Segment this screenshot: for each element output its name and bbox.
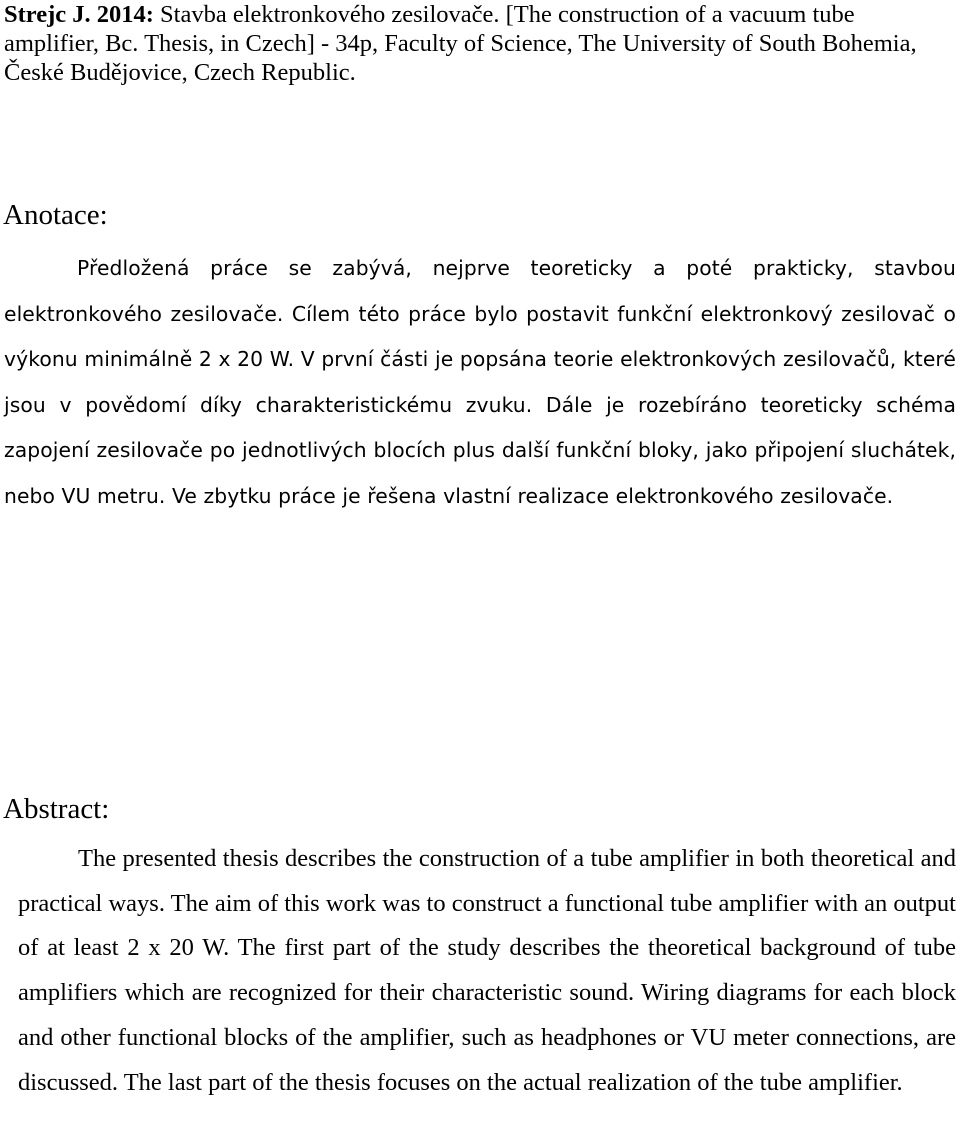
citation-text: Stavba elektronkového zesilovače. [The construction of a vacuum tube amplifier, Bc. Thesis, in Czech] - 34p, Faculty of Science, The University of South Bohemia, České Budějovice, Czech Republic. — [4, 1, 917, 86]
citation-author-year: Strejc J. 2014: — [4, 1, 154, 28]
abstract-heading: Abstract: — [3, 793, 110, 825]
anotace-heading: Anotace: — [3, 199, 108, 231]
citation — [4, 0, 954, 87]
abstract-paragraph: The presented thesis describes the construction of a tube amplifier in both theoretical and practical ways. The aim of this work was to construct a functional tube amplifier with an output of at least 2 x 20 W. The first part of the study describes the theoretical background of tube amplifiers which are recognized for their characteristic sound. Wiring diagrams for each block and other functional blocks of the amplifier, such as headphones or VU meter connections, are discussed. The last part of the thesis focuses on the actual realization of the tube amplifier. — [18, 845, 956, 1096]
anotace-paragraph: Předložená práce se zabývá, nejprve teoreticky a poté prakticky, stavbou elektronkového zesilovače. Cílem této práce bylo postavit funkční elektronkový zesilovač o výkonu minimálně 2 x 20 W. V první části je popsána teorie elektronkových zesilovačů, které jsou v povědomí díky charakteristickému zvuku. Dále je rozebíráno teoreticky schéma zapojení zesilovače po jednotlivých blocích plus další funkční bloky, jako připojení sluchátek, nebo VU metru. Ve zbytku práce je řešena vlastní realizace elektronkového zesilovače. — [4, 256, 956, 508]
